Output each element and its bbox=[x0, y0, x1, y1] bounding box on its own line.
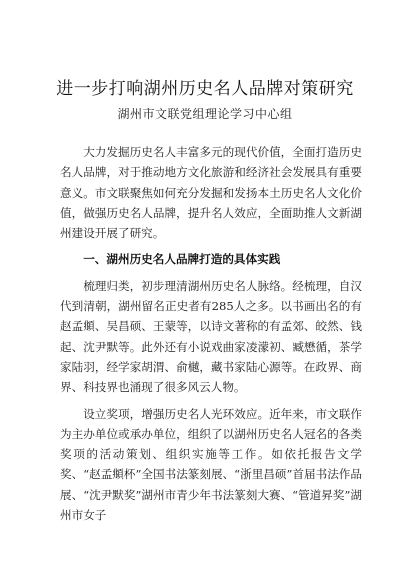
document-title: 进一步打响湖州历史名人品牌对策研究 bbox=[56, 79, 354, 99]
section-heading: 一、湖州历史名人品牌打造的具体实践 bbox=[83, 252, 281, 267]
document-body bbox=[60, 142, 362, 525]
document-author: 湖州市文联党组理论学习中心组 bbox=[117, 107, 293, 121]
intro-paragraph: 大力发掘历史名人丰富多元的现代价值，全面打造历史名人品牌，对于推动地方文化旅游和经济社会发展具有重要意义。市文联聚焦如何充分发掘和发扬本土历史名人文化价值，做强历史名人品牌，提升名人效应，全面助推人文新湖州建设开展了研究。 bbox=[60, 145, 362, 241]
section-paragraph: 设立奖项，增强历史名人光环效应。近年来，市文联作为主办单位或承办单位，组织了以湖州历史名人冠名的各类奖项的活动策划、组织实施等工作。如依托报告文学奖、“赵孟頫杯”全国书法篆刻展、“浙里昌硕”首届书法作品展、“沈尹默奖”湖州市青少年书法篆刻大赛、“管道昇奖”湖州市女子 bbox=[60, 406, 362, 523]
section-paragraph: 梳理归类，初步理清湖州历史名人脉络。经梳理，自汉代到清朝，湖州留名正史者有285人之多。以书画出名的有赵孟頫、吴昌硕、王蒙等，以诗文著称的有孟郊、皎然、钱起、沈尹默等。此外还有小说戏曲家凌濛初、臧懋循，茶学家陆羽，经学家胡渭、俞樾，藏书家陆心源等。在政界、商界、科技界也涌现了很多风云人物。 bbox=[60, 278, 362, 395]
